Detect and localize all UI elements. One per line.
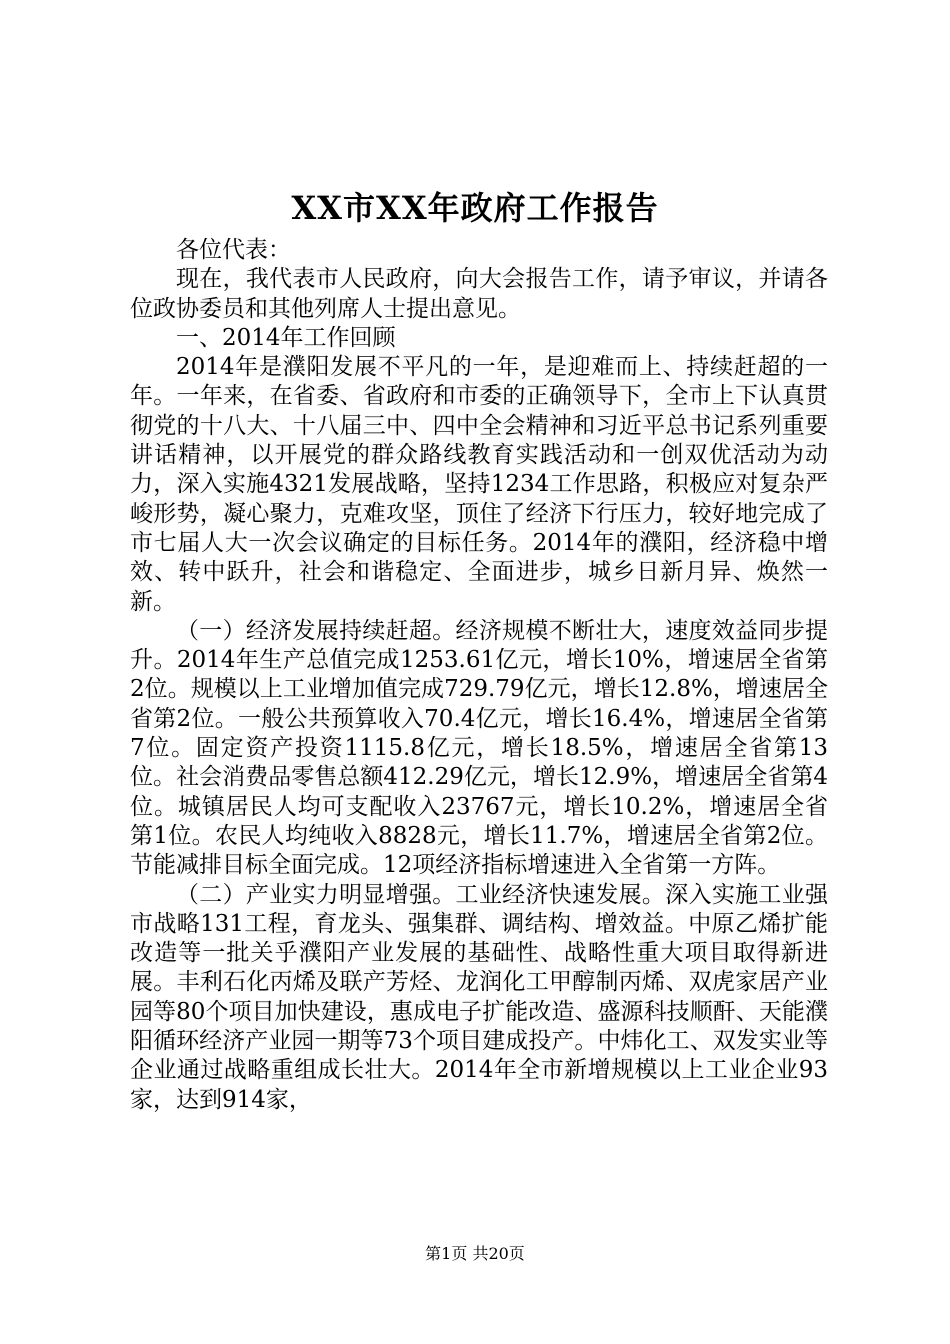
- review-paragraph: 2014年是濮阳发展不平凡的一年，是迎难而上、持续赶超的一年。一年来，在省委、省政府和市委的正确领导下，全市上下认真贯彻党的十八大、十八届三中、四中全会精神和习近平总书记系列重要讲话精神，以开展党的群众路线教育实践活动和一创双优活动为动力，深入实施4321发展战略，坚持1234工作思路，积极应对复杂严峻形势，凝心聚力，克难攻坚，顶住了经济下行压力，较好地完成了市七届人大一次会议确定的目标任务。2014年的濮阳，经济稳中增效、转中跃升，社会和谐稳定、全面进步，城乡日新月异、焕然一新。: [130, 354, 828, 615]
- economy-paragraph: （一）经济发展持续赶超。经济规模不断壮大，速度效益同步提升。2014年生产总值完成1253.61亿元，增长10%，增速居全省第2位。规模以上工业增加值完成729.79亿元，增长12.8%，增速居全省第2位。一般公共预算收入70.4亿元，增长16.4%，增速居全省第7位。固定资产投资1115.8亿元，增长18.5%，增速居全省第13位。社会消费品零售总额412.29亿元，增长12.9%，增速居全省第4位。城镇居民人均可支配收入23767元，增长10.2%，增速居全省第1位。农民人均纯收入8828元，增长11.7%，增速居全省第2位。节能减排目标全面完成。12项经济指标增速进入全省第一方阵。: [130, 617, 828, 879]
- industry-paragraph: （二）产业实力明显增强。工业经济快速发展。深入实施工业强市战略131工程，育龙头、强集群、调结构、增效益。中原乙烯扩能改造等一批关乎濮阳产业发展的基础性、战略性重大项目取得新进展。丰利石化丙烯及联产芳烃、龙润化工甲醇制丙烯、双虎家居产业园等80个项目加快建设，惠成电子扩能改造、盛源科技顺酐、天能濮阳循环经济产业园一期等73个项目建成投产。中炜化工、双发实业等企业通过战略重组成长壮大。2014年全市新增规模以上工业企业93家，达到914家，: [130, 881, 828, 1113]
- salutation: 各位代表：: [176, 237, 291, 263]
- document-title: XX市XX年政府工作报告: [291, 189, 659, 227]
- section-heading: 一、2014年工作回顾: [176, 324, 396, 351]
- opening-paragraph: 现在，我代表市人民政府，向大会报告工作，请予审议，并请各位政协委员和其他列席人士提出意见。: [130, 266, 828, 322]
- document-body: [130, 236, 828, 1115]
- page-footer: 第1页 共20页: [425, 1244, 525, 1263]
